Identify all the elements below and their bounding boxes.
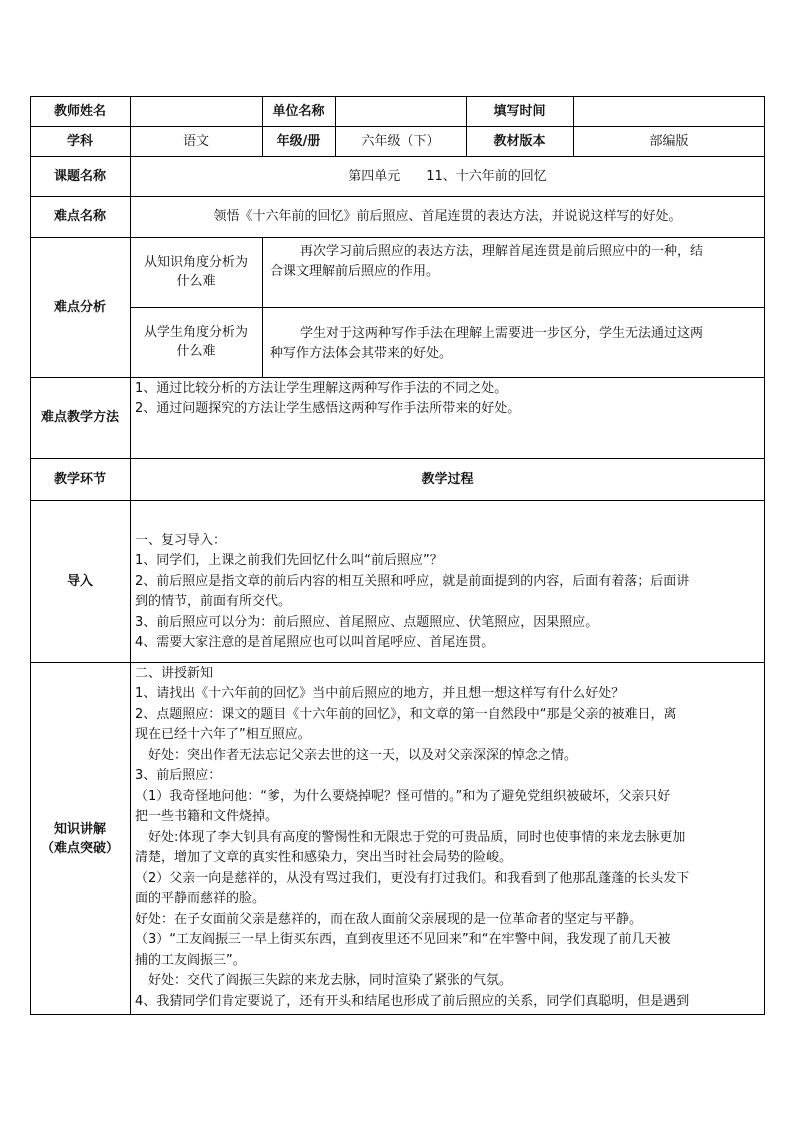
knowledge-line: 1、请找出《十六年前的回忆》当中前后照应的地方，并且想一想这样写有什么好处？ [135,686,625,701]
fill-time-value[interactable] [573,96,765,126]
knowledge-line: 捕的工友阎振三”。 [135,953,246,968]
knowledge-line: （1）我奇怪地问他：“爹，为什么要烧掉呢？怪可惜的。”和为了避免党组织被破坏，父亲只好 [135,789,671,804]
knowledge-stage-label-line: 知识讲解 [53,821,106,837]
difficulty-name-value: 领悟《十六年前的回忆》前后照应、首尾连贯的表达方法，并说说这样写的好处。 [213,209,682,224]
knowledge-line: 清楚，增加了文章的真实性和感染力，突出当时社会局势的险峻。 [135,850,513,865]
knowledge-line: 好处：突出作者无法忘记父亲去世的这一天，以及对父亲深深的悼念之情。 [135,748,578,763]
intro-line: 3、前后照应可以分为：前后照应、首尾照应、点题照应、伏笔照应，因果照应。 [135,615,599,630]
difficulty-analysis-label: 难点分析 [53,299,106,315]
student-angle-label [130,307,262,377]
teaching-method-item: 1、通过比较分析的方法让学生理解这两种写作手法的不同之处。 [135,381,508,396]
intro-line: 2、前后照应是指文章的前后内容的相互关照和呼应，就是前面提到的内容，后面有着落；后面讲 [135,574,690,589]
knowledge-line: 面的平静而慈祥的脸。 [135,891,266,906]
knowledge-angle-label-line: 从知识角度分析为 [143,255,248,270]
grade-label: 年级/册 [276,133,321,149]
knowledge-line: 好处：在子女面前父亲是慈祥的，而在敌人面前父亲展现的是一位革命者的坚定与平静。 [135,912,643,927]
student-angle-label-line: 什么难 [176,344,216,359]
knowledge-line: 把一些书籍和文件烧掉。 [135,809,279,824]
student-angle-text: 学生对于这两种写作手法在理解上需要进一步区分，学生无法通过这两 [300,326,704,341]
subject-value: 语文 [182,133,209,149]
knowledge-line: 二、讲授新知 [135,666,214,681]
teaching-process-header: 教学过程 [421,471,474,487]
unit-name-value[interactable] [335,96,466,126]
knowledge-line: （3）“工友阎振三一早上街买东西，直到夜里还不见回来”和“在牢警中间，我发现了前几天被 [135,932,671,947]
edition-value: 部编版 [649,133,689,149]
subject-label: 学科 [66,133,93,149]
knowledge-line: 3、前后照应： [135,768,222,783]
teacher-name-label: 教师姓名 [53,103,106,119]
fill-time-label: 填写时间 [493,103,546,119]
knowledge-line: 2、点题照应：课文的题目《十六年前的回忆》，和文章的第一自然段中“那是父亲的被难日，离 [135,707,677,722]
difficulty-name-label: 难点名称 [53,209,106,224]
row-divider [30,662,765,663]
knowledge-line: （2）父亲一向是慈祥的，从没有骂过我们，更没有打过我们。和我看到了他那乱蓬蓬的长头发下 [135,871,690,886]
student-angle-text: 种写作方法体会其带来的好处。 [270,346,453,361]
knowledge-stage-label [30,662,130,1015]
student-angle-label-line: 从学生角度分析为 [143,325,248,340]
teaching-method-item: 2、通过问题探究的方法让学生感悟这两种写作手法所带来的好处。 [135,401,521,416]
knowledge-angle-label [130,237,262,307]
lesson-title-value: 第四单元 11、十六年前的回忆 [348,168,547,184]
knowledge-line: 现在已经十六年了”相互照应。 [135,727,311,742]
knowledge-line: 好处:体现了李大钊具有高度的警惕性和无限忠于党的可贵品质，同时也使事情的来龙去脉更加 [135,830,686,845]
intro-line: 一、复习导入： [135,533,227,548]
knowledge-angle-text: 再次学习前后照应的表达方法，理解首尾连贯是前后照应中的一种，结 [300,244,704,259]
column-divider [262,237,263,377]
intro-line: 1、同学们，上课之前我们先回忆什么叫“前后照应”？ [135,553,443,568]
row-divider [30,377,765,378]
teaching-stage-header: 教学环节 [53,471,106,487]
unit-name-label: 单位名称 [272,103,325,119]
knowledge-angle-text: 合课文理解前后照应的作用。 [270,264,440,279]
lesson-title-label: 课题名称 [53,168,106,184]
intro-stage-label: 导入 [66,573,93,589]
row-divider [30,500,765,501]
knowledge-line: 好处：交代了阎振三失踪的来龙去脉，同时渲染了紧张的气氛。 [135,973,513,988]
knowledge-angle-label-line: 什么难 [176,274,216,289]
intro-line: 4、需要大家注意的是首尾照应也可以叫首尾呼应、首尾连贯。 [135,635,495,650]
knowledge-line: 4、我猜同学们肯定要说了，还有开头和结尾也形成了前后照应的关系，同学们真聪明，但是遇到 [135,994,690,1009]
knowledge-stage-label-line: （难点突破） [40,840,119,856]
teacher-name-value[interactable] [130,96,262,126]
edition-label: 教材版本 [493,133,546,149]
grade-value: 六年级（下） [361,133,440,149]
teaching-method-label: 难点教学方法 [40,410,119,425]
intro-line: 到的情节，前面有所交代。 [135,594,292,609]
